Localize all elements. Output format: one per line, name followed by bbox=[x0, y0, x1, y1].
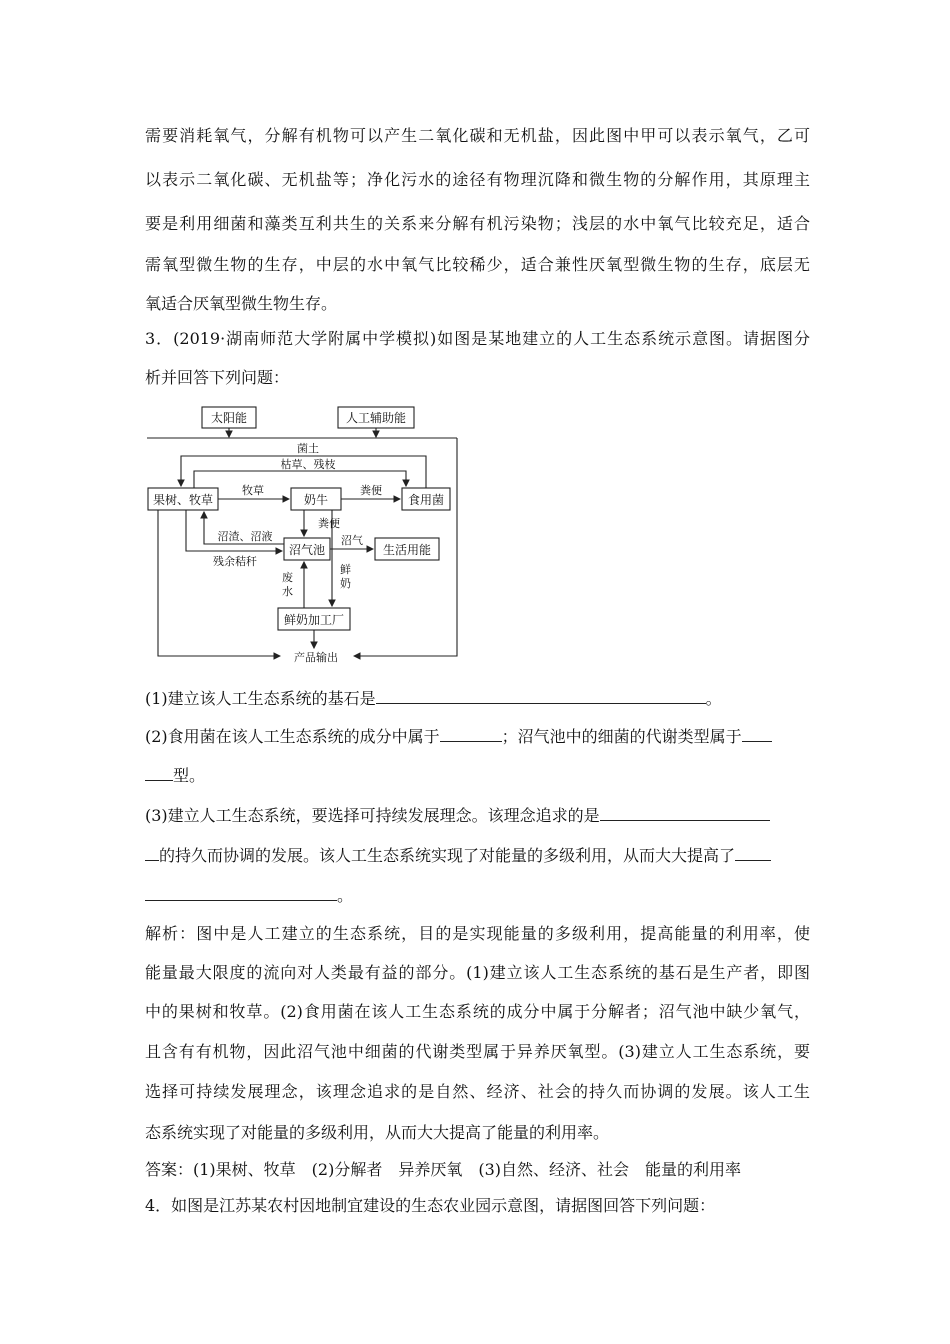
factory-label: 鲜奶加工厂 bbox=[283, 613, 345, 627]
waste-label: 水 bbox=[282, 585, 293, 598]
text-line: 氧适合厌氧型微生物生存。 bbox=[145, 294, 338, 313]
answer-blank[interactable] bbox=[376, 688, 706, 704]
answer-blank[interactable] bbox=[600, 805, 770, 821]
answer-blank[interactable] bbox=[145, 845, 159, 861]
milk-label: 鲜 bbox=[340, 563, 351, 576]
question-stem: 3．(2019·湖南师范大学附属中学模拟)如图是某地建立的人工生态系统示意图。请据图分 bbox=[145, 329, 810, 348]
text-line: 需要消耗氧气，分解有机物可以产生二氧化碳和无机盐，因此图中甲可以表示氧气，乙可 bbox=[145, 126, 810, 145]
ecosystem-diagram bbox=[140, 398, 470, 670]
analysis-line: 选择可持续发展理念，该理念追求的是自然、经济、社会的持久而协调的发展。该人工生 bbox=[145, 1082, 810, 1101]
analysis-line: 解析：图中是人工建立的生态系统，目的是实现能量的多级利用，提高能量的利用率，使 bbox=[145, 924, 810, 943]
analysis-line: 中的果树和牧草。(2)食用菌在该人工生态系统的成分中属于分解者；沼气池中缺少氧气， bbox=[145, 1002, 810, 1021]
soil-label: 菌土 bbox=[297, 442, 319, 455]
sub-question-2: (2)食用菌在该人工生态系统的成分中属于 ；沼气池中的细菌的代谢类型属于 bbox=[145, 726, 810, 747]
answer-line: 答案：(1)果树、牧草 (2)分解者 异养厌氧 (3)自然、经济、社会 能量的利用率 bbox=[145, 1160, 741, 1179]
energy-label: 生活用能 bbox=[382, 543, 432, 557]
cow-label: 奶牛 bbox=[303, 493, 329, 507]
question-stem: 4．如图是江苏某农村因地制宜建设的生态农业园示意图，请据图回答下列问题： bbox=[145, 1196, 716, 1215]
analysis-line: 能量最大限度的流向对人类最有益的部分。(1)建立该人工生态系统的基石是生产者，即图 bbox=[145, 963, 810, 982]
answer-blank[interactable] bbox=[145, 765, 173, 781]
trees-label: 果树、牧草 bbox=[152, 493, 214, 507]
litter-label: 枯草、残枝 bbox=[280, 458, 336, 471]
output-label: 产品输出 bbox=[294, 651, 338, 664]
manure-label: 粪便 bbox=[360, 484, 382, 497]
fungi-label: 食用菌 bbox=[407, 493, 445, 507]
sub-question-3-cont: 。 bbox=[145, 885, 810, 906]
sub-question-1: (1)建立该人工生态系统的基石是 。 bbox=[145, 689, 722, 708]
milk-label: 奶 bbox=[340, 577, 351, 590]
sub-question-3: (3)建立人工生态系统，要选择可持续发展理念。该理念追求的是 bbox=[145, 805, 810, 826]
solar-label: 太阳能 bbox=[210, 411, 248, 425]
manure2-label: 粪便 bbox=[318, 517, 340, 530]
answer-blank[interactable] bbox=[440, 726, 502, 742]
analysis-line: 态系统实现了对能量的多级利用，从而大大提高了能量的利用率。 bbox=[145, 1123, 610, 1142]
sub-question-3-cont: 的持久而协调的发展。该人工生态系统实现了对能量的多级利用，从而大大提高了 bbox=[145, 845, 810, 866]
sub-question-2-cont: 型。 bbox=[145, 765, 810, 786]
straw-label: 残余秸秆 bbox=[213, 555, 257, 568]
text-line: 要是利用细菌和藻类互利共生的关系来分解有机污染物；浅层的水中氧气比较充足，适合 bbox=[145, 214, 810, 233]
text-line: 以表示二氧化碳、无机盐等；净化污水的途径有物理沉降和微生物的分解作用，其原理主 bbox=[145, 170, 810, 189]
text-line: 需氧型微生物的生存，中层的水中氧气比较稀少，适合兼性厌氧型微生物的生存，底层无 bbox=[145, 255, 810, 274]
digester-label: 沼气池 bbox=[288, 543, 326, 557]
answer-blank[interactable] bbox=[145, 885, 337, 901]
answer-blank[interactable] bbox=[742, 726, 772, 742]
forage-label: 牧草 bbox=[242, 484, 264, 497]
question-stem: 析并回答下列问题： bbox=[145, 368, 290, 387]
answer-blank[interactable] bbox=[735, 845, 771, 861]
biogas-label: 沼气 bbox=[341, 534, 363, 547]
residue-label: 沼渣、沼液 bbox=[217, 530, 273, 543]
waste-label: 废 bbox=[282, 571, 293, 584]
analysis-line: 且含有有机物，因此沼气池中细菌的代谢类型属于异养厌氧型。(3)建立人工生态系统，要 bbox=[145, 1042, 810, 1061]
aux-label: 人工辅助能 bbox=[345, 411, 407, 425]
